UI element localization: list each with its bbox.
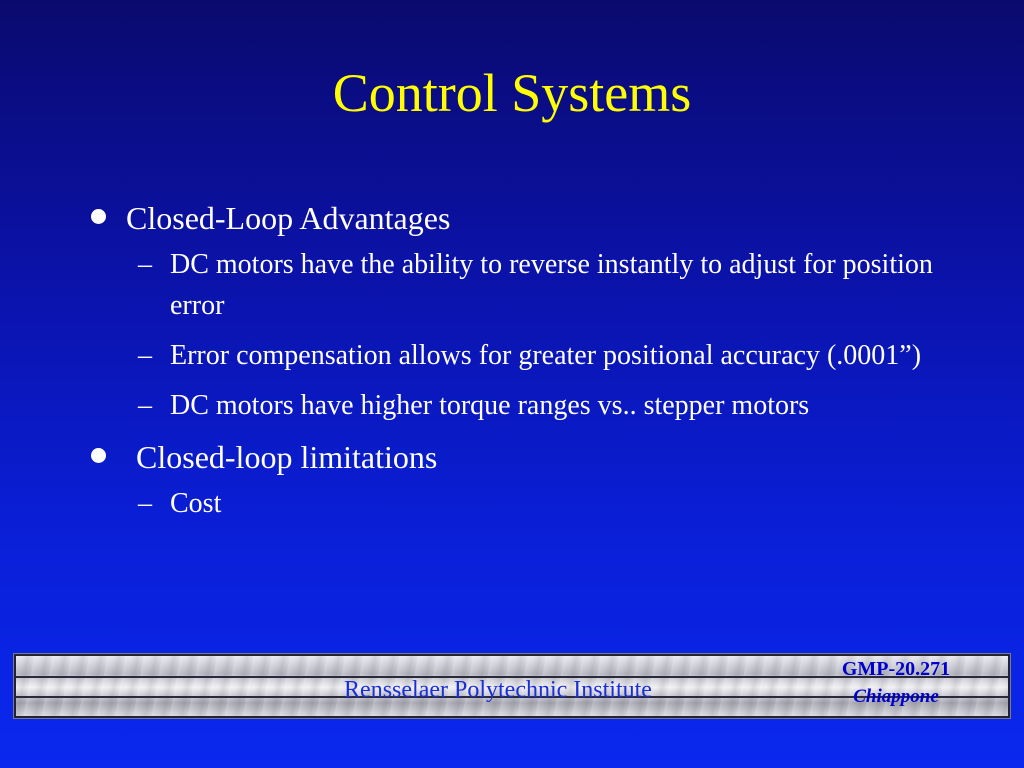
bullet-dot-icon (91, 209, 106, 224)
footer-author-name: Chiappone (853, 686, 939, 707)
bullet-item (86, 435, 956, 479)
sub-bullet-text: Error compensation allows for greater positional accuracy (.0001”) (170, 340, 922, 371)
footer-course-code: GMP-20.271 (841, 658, 951, 680)
bullet-dot-icon (91, 448, 106, 463)
bullet-item (86, 196, 956, 240)
sub-bullet-item (86, 385, 956, 426)
sub-bullet-item (86, 483, 956, 524)
dash-marker: – (138, 390, 152, 421)
dash-marker: – (138, 488, 152, 519)
slide-content (86, 196, 956, 533)
sub-bullet-list (86, 244, 956, 426)
sub-bullet-text: DC motors have higher torque ranges vs.. stepper motors (170, 390, 810, 421)
dash-marker: – (138, 340, 152, 371)
sub-bullet-item (86, 244, 956, 326)
sub-bullet-text: DC motors have the ability to reverse instantly to adjust for position error (170, 249, 933, 321)
sub-bullet-list (86, 483, 956, 524)
footer-institute-name: Rensselaer Polytechnic Institute (344, 677, 652, 703)
bullet-text: Closed-Loop Advantages (126, 200, 451, 236)
sub-bullet-text: Cost (170, 488, 222, 519)
slide-title: Control Systems (332, 63, 692, 123)
bullet-text: Closed-loop limitations (136, 439, 438, 475)
footer-bar (14, 654, 1010, 718)
dash-marker: – (138, 249, 152, 280)
sub-bullet-item (86, 335, 956, 376)
